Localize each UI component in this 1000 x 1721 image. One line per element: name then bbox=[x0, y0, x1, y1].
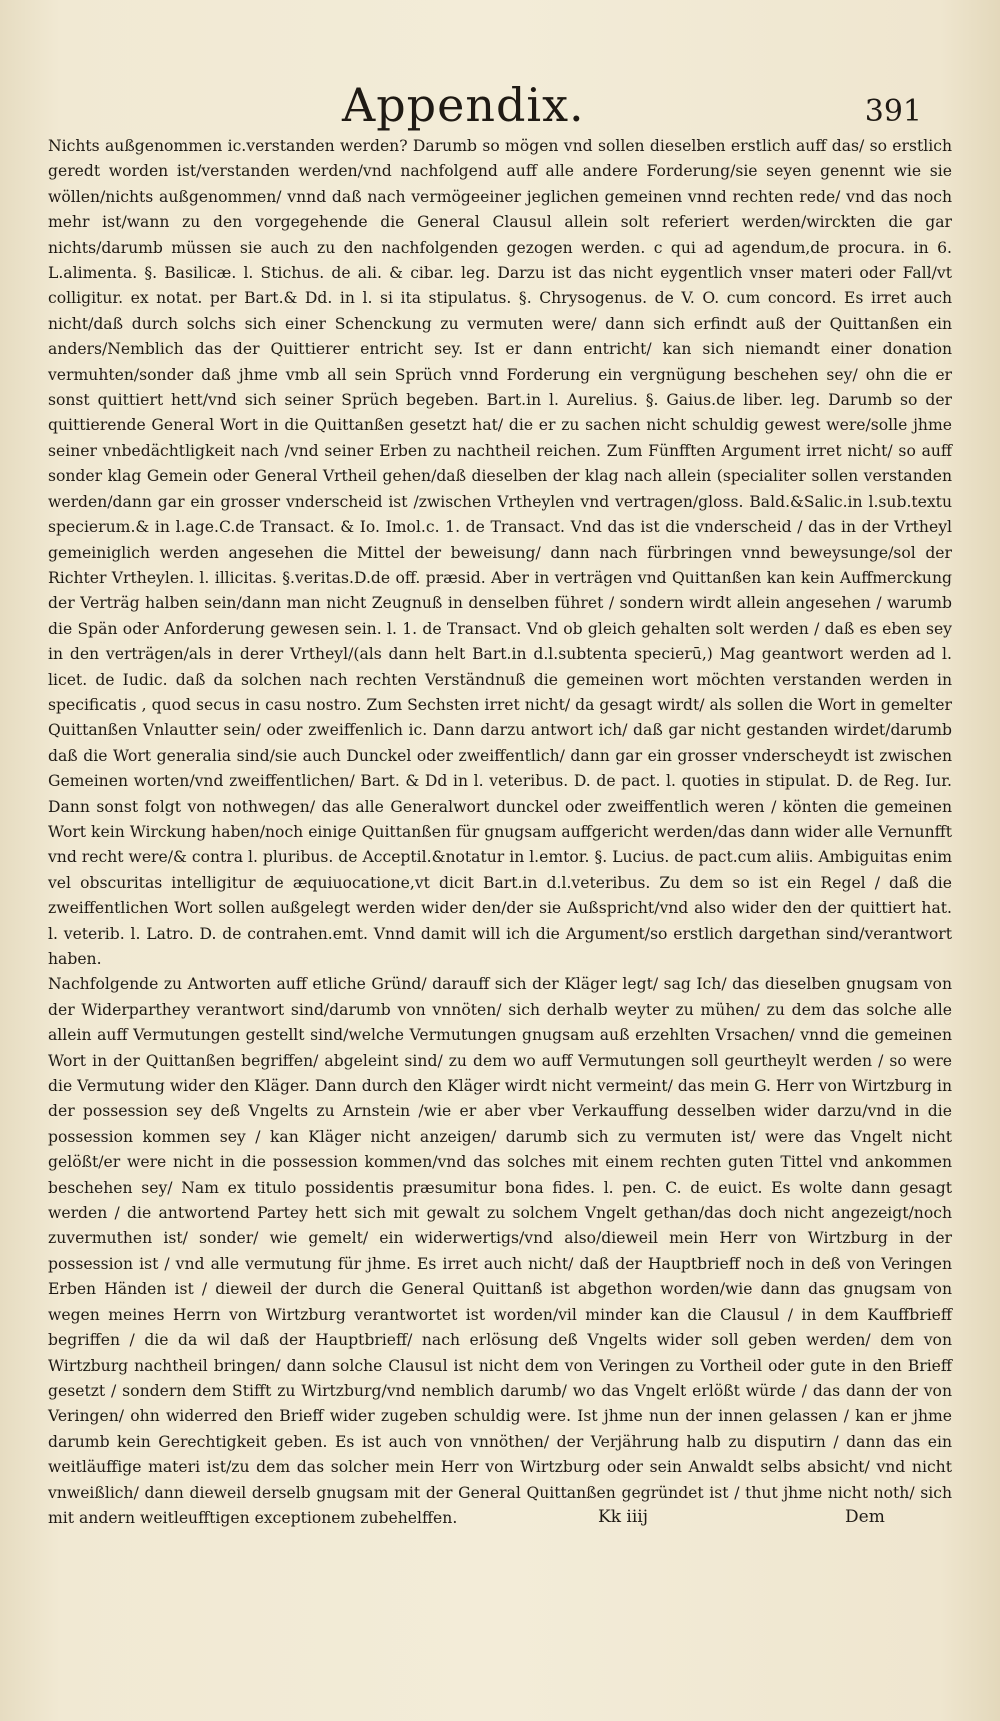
catchword: Dem bbox=[845, 1507, 885, 1527]
signature-mark: Kk iiij bbox=[598, 1507, 648, 1527]
paragraph-2: Nachfolgende zu Antworten auff etliche Gründ/ darauff sich der Kläger legt/ sag Ich/ das dieselben gnugsam von der Widerparthey verantwort sind/darumb von vnnöten/ sich derhalb weyter zu mühen/ zu dem das solche alle allein auff Vermutungen gestellt sind/welche Vermutungen gnugsam auß erzehlten Vrsachen/ vnnd die gemeinen Wort in der Quittanßen begriffen/ abgeleint sind/ zu dem wo auff Vermutungen soll geurtheylt werden / so were die Vermutung wider den Kläger. Dann durch den Kläger wirdt nicht vermeint/ das mein G. Herr von Wirtzburg in der possession sey deß Vngelts zu Arnstein /wie er aber vber Verkauffung desselben wider darzu/vnd in die possession kommen sey / kan Kläger nicht anzeigen/ darumb sich zu vermuten ist/ were das Vngelt nicht gelößt/er were nicht in die possession kommen/vnd das solches mit einem rechten guten Tittel vnd ankommen beschehen sey/ Nam ex titulo possidentis præsumitur bona fides. l. pen. C. de euict. Es wolte dann gesagt werden / die antwortend Partey hett sich mit gewalt zu solchem Vngelt gethan/das doch nicht angezeigt/noch zuvermuthen ist/ sonder/ wie gemelt/ ein widerwertigs/vnd also/dieweil mein Herr von Wirtzburg in der possession ist / vnd alle vermutung für jhme. Es irret auch nicht/ daß der Hauptbrieff noch in deß von Veringen Erben Händen ist / dieweil der durch die General Quittanß ist abgethon worden/wie dann das gnugsam von wegen meines Herrn von Wirtzburg verantwortet ist worden/vil minder kan die Clausul / in dem Kauffbrieff begriffen / die da wil daß der Hauptbrieff/ nach erlösung deß Vngelts wider soll geben werden/ dem von Wirtzburg nachtheil bringen/ dann solche Clausul ist nicht dem von Veringen zu Vortheil oder gute in den Brieff gesetzt / sondern dem Stifft zu Wirtzburg/vnd nemblich darumb/ wo das Vngelt erlößt würde / das dann der von Veringen/ ohn widerred den Brieff wider zugeben schuldig were. Ist jhme nun der innen gelassen / kan er jhme darumb kein Gerechtigkeit geben. Es ist auch von vnnöthen/ der Verjährung halb zu disputirn / dann das ein weitläuffige materi ist/zu dem das solcher mein Herr von Wirtzburg oder sein Anwaldt selbs absicht/ vnd nicht vnweißlich/ dann dieweil derselb gnugsam mit der General Quittanßen gegründet ist / thut jhme nicht noth/ sich mit andern weitleufftigen exceptionem zubehelffen. bbox=[48, 975, 952, 1527]
page-title: Appendix. bbox=[342, 78, 585, 132]
paragraph-1: Nichts außgenommen ic.verstanden werden? Darumb so mögen vnd sollen dieselben erstlich auff das/ so erstlich geredt worden ist/verstanden werden/vnd nachfolgend auff alle andere Forderung/sie seyen genennt wie sie wöllen/nichts außgenommen/ vnnd daß nach vermögeeiner jeglichen gemeinen vnnd rechten rede/ vnd das noch mehr ist/wann zu den vorgegehende die General Clausul allein solt referiert werden/wirckten die gar nichts/darumb müssen sie auch zu den nachfolgenden gezogen werden. c qui ad agendum,de procura. in 6. L.alimenta. §. Basilicæ. l. Stichus. de ali. & cibar. leg. Darzu ist das nicht eygentlich vnser materi oder Fall/vt colligitur. ex notat. per Bart.& Dd. in l. si ita stipulatus. §. Chrysogenus. de V. O. cum concord. Es irret auch nicht/daß durch solchs sich einer Schenckung zu vermuten were/ dann sich erfindt auß der Quittanßen ein anders/Nemblich das der Quittierer entricht sey. Ist er dann entricht/ kan sich niemandt einer donation vermuhten/sonder daß jhme vmb all sein Sprüch vnnd Forderung ein vergnügung beschehen sey/ ohn die er sonst quittiert hett/vnd sich seiner Sprüch begeben. Bart.in l. Aurelius. §. Gaius.de liber. leg. Darumb so der quittierende General Wort in die Quittanßen gesetzt hat/ die er zu sachen nicht schuldig gewest were/solle jhme seiner vnbedächtligkeit nach /vnd seiner Erben zu nachtheil reichen. Zum Fünfften Argument irret nicht/ so auff sonder klag Gemein oder General Vrtheil gehen/daß dieselben der klag nach allein (specialiter sollen verstanden werden/dann gar ein grosser vnderscheid ist /zwischen Vrtheylen vnd vertragen/gloss. Bald.&Salic.in l.sub.textu specierum.& in l.age.C.de Transact. & Io. Imol.c. 1. de Transact. Vnd das ist die vnderscheid / das in der Vrtheyl gemeiniglich werden angesehen die Mittel der beweisung/ dann nach fürbringen vnnd beweysunge/sol der Richter Vrtheylen. l. illicitas. §.veritas.D.de off. præsid. Aber in verträgen vnd Quittanßen kan kein Auffmerckung der Verträg halben sein/dann man nicht Zeugnuß in denselben führet / sondern wirdt allein angesehen / warumb die Spän oder Anforderung gewesen sein. l. 1. de Transact. Vnd ob gleich gehalten solt werden / daß es eben sey in den verträgen/als in derer Vrtheyl/(als dann helt Bart.in d.l.subtenta specierū,) Mag geantwort werden ad l. licet. de Iudic. daß da solchen nach rechten Verständnuß die gemeinen wort möchten verstanden werden in specificatis , quod secus in casu nostro. Zum Sechsten irret nicht/ da gesagt wirdt/ als sollen die Wort in gemelter Quittanßen Vnlautter sein/ oder zweiffenlich ic. Dann darzu antwort ich/ daß gar nicht gestanden wirdet/darumb daß die Wort generalia sind/sie auch Dunckel oder zweiffentlich/ dann gar ein grosser vnderscheydt ist zwischen Gemeinen worten/vnd zweiffentlichen/ Bart. & Dd in l. veteribus. D. de pact. l. quoties in stipulat. D. de Reg. Iur. Dann sonst folgt von nothwegen/ das alle Generalwort dunckel oder zweiffentlich weren / könten die gemeinen Wort kein Wirckung haben/noch einige Quittanßen für gnugsam auffgericht werden/das dann wider alle Vernunfft vnd recht were/& contra l. pluribus. de Acceptil.&notatur in l.emtor. §. Lucius. de pact.cum aliis. Ambiguitas enim vel obscuritas intelligitur de æquiuocatione,vt dicit Bart.in d.l.veteribus. Zu dem so ist ein Regel / daß die zweiffentlichen Wort sollen außgelegt werden wider den/der sie Außspricht/vnd also wider den der quittiert hat. l. veterib. l. Latro. D. de contrahen.emt. Vnnd damit will ich die Argument/so erstlich dargethan sind/verantwort haben. bbox=[48, 137, 952, 968]
running-head bbox=[0, 78, 1000, 138]
page-number: 391 bbox=[864, 94, 922, 129]
page-footer bbox=[0, 1507, 1000, 1537]
body-text bbox=[48, 134, 952, 1531]
